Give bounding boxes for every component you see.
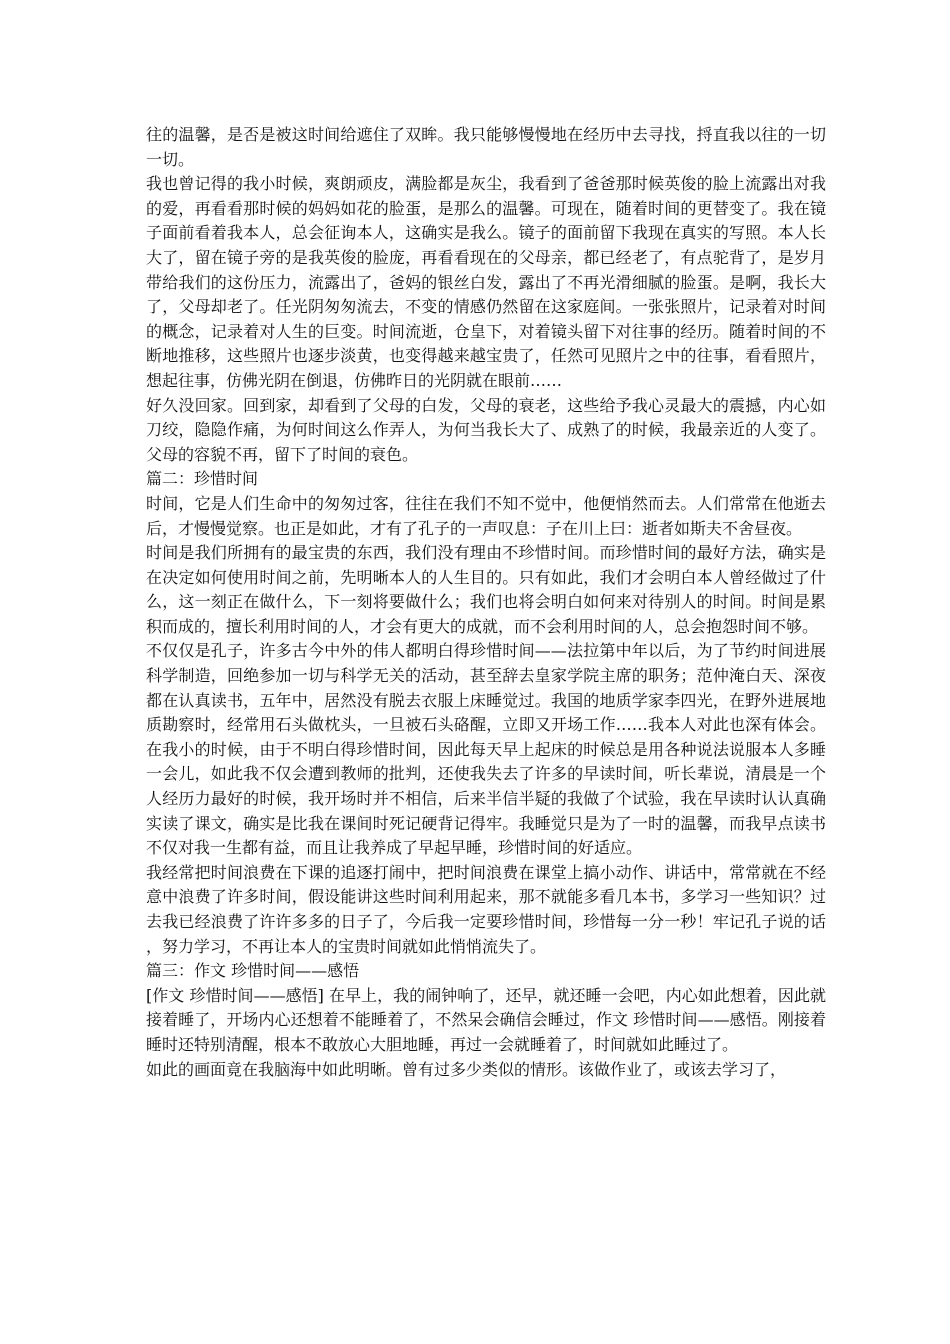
paragraph-4: 时间，它是人们生命中的匆匆过客，往往在我们不知不觉中，他便悄然而去。人们常常在他逝去后，才慢慢觉察。也正是如此，才有了孔子的一声叹息：子在川上曰：逝者如斯夫不舍昼夜。 bbox=[146, 493, 826, 538]
paragraph-6: 不仅仅是孔子，许多古今中外的伟人都明白得珍惜时间——法拉第中年以后，为了节约时间进展科学制造，回绝参加一切与科学无关的活动，甚至辞去皇家学院主席的职务；范仲淹白天、深夜都在认真读书，五年中，居然没有脱去衣服上床睡觉过。我国的地质学家李四光，在野外进展地质勘察时，经常用石头做枕头，一旦被石头硌醒，立即又开场工作……我本人对此也深有体会。在我小的时候，由于不明白得珍惜时间，因此每天早上起床的时候总是用各种说法说服本人多睡一会儿，如此我不仅会遭到教师的批判，还使我失去了许多的早读时间，听长辈说，清晨是一个人经历力最好的时候，我开场时并不相信，后来半信半疑的我做了个试验，我在早读时认认真确实读了课文，确实是比我在课间时死记硬背记得牢。我睡觉只是为了一时的温馨，而我早点读书不仅对我一生都有益，而且让我养成了早起早睡，珍惜时间的好适应。 bbox=[146, 641, 826, 858]
document-body bbox=[146, 123, 826, 1082]
paragraph-7: 我经常把时间浪费在下课的追逐打闹中，把时间浪费在课堂上搞小动作、讲话中，常常就在不经意中浪费了许多时间，假设能讲这些时间利用起来，那不就能多看几本书，多学习一些知识？过去我已经浪费了许许多多的日子了，今后我一定要珍惜时间，珍惜每一分一秒！牢记孔子说的话，努力学习，不再让本人的宝贵时间就如此悄悄流失了。 bbox=[146, 862, 826, 956]
paragraph-9: 如此的画面竟在我脑海中如此明晰。曾有过多少类似的情形。该做作业了，或该去学习了， bbox=[146, 1059, 787, 1079]
paragraph-3: 好久没回家。回到家，却看到了父母的白发，父母的衰老，这些给予我心灵最大的震撼，内心如刀绞，隐隐作痛，为何时间这么作弄人，为何当我长大了、成熟了的时候，我最亲近的人变了。父母的容貌不再，留下了时间的衰色。 bbox=[146, 395, 826, 464]
section-heading-3: 篇三：作文 珍惜时间——感悟 bbox=[146, 961, 360, 981]
paragraph-5: 时间是我们所拥有的最宝贵的东西，我们没有理由不珍惜时间。而珍惜时间的最好方法，确实是在决定如何使用时间之前，先明晰本人的人生目的。只有如此，我们才会明白本人曾经做过了什么，这一刻正在做什么，下一刻将要做什么；我们也将会明白如何来对待别人的时间。时间是累积而成的，擅长利用时间的人，才会有更大的成就，而不会利用时间的人，总会抱怨时间不够。 bbox=[146, 543, 826, 636]
section-heading-2: 篇二：珍惜时间 bbox=[146, 469, 259, 489]
paragraph-1: 往的温馨，是否是被这时间给遮住了双眸。我只能够慢慢地在经历中去寻找，捋直我以往的一切一切。 bbox=[146, 125, 826, 169]
paragraph-8: [作文 珍惜时间——感悟] 在早上，我的闹钟响了，还早，就还睡一会吧，内心如此想着，因此就接着睡了，开场内心还想着不能睡着了，不然呆会确信会睡过，作文 珍惜时间——感悟。刚接着睡时还特别清醒，根本不敢放心大胆地睡，再过一会就睡着了，时间就如此睡过了。 bbox=[146, 985, 826, 1054]
paragraph-2: 我也曾记得的我小时候，爽朗顽皮，满脸都是灰尘，我看到了爸爸那时候英俊的脸上流露出对我的爱，再看看那时候的妈妈如花的脸蛋，是那么的温馨。可现在，随着时间的更替变了。我在镜子面前看着我本人，总会征询本人，这确实是我么。镜子的面前留下我现在真实的写照。本人长大了，留在镜子旁的是我英俊的脸庞，再看看现在的父母亲，都已经老了，有点驼背了，是岁月带给我们的这份压力，流露出了，爸妈的银丝白发，露出了不再光滑细腻的脸蛋。是啊，我长大了，父母却老了。任光阴匆匆流去，不变的情感仍然留在这家庭间。一张张照片，记录着对时间的概念，记录着对人生的巨变。时间流逝，仓皇下，对着镜头留下对往事的经历。随着时间的不断地推移，这些照片也逐步淡黄，也变得越来越宝贵了，任然可见照片之中的往事，看看照片，想起往事，仿佛光阴在倒退，仿佛昨日的光阴就在眼前…… bbox=[146, 174, 826, 390]
